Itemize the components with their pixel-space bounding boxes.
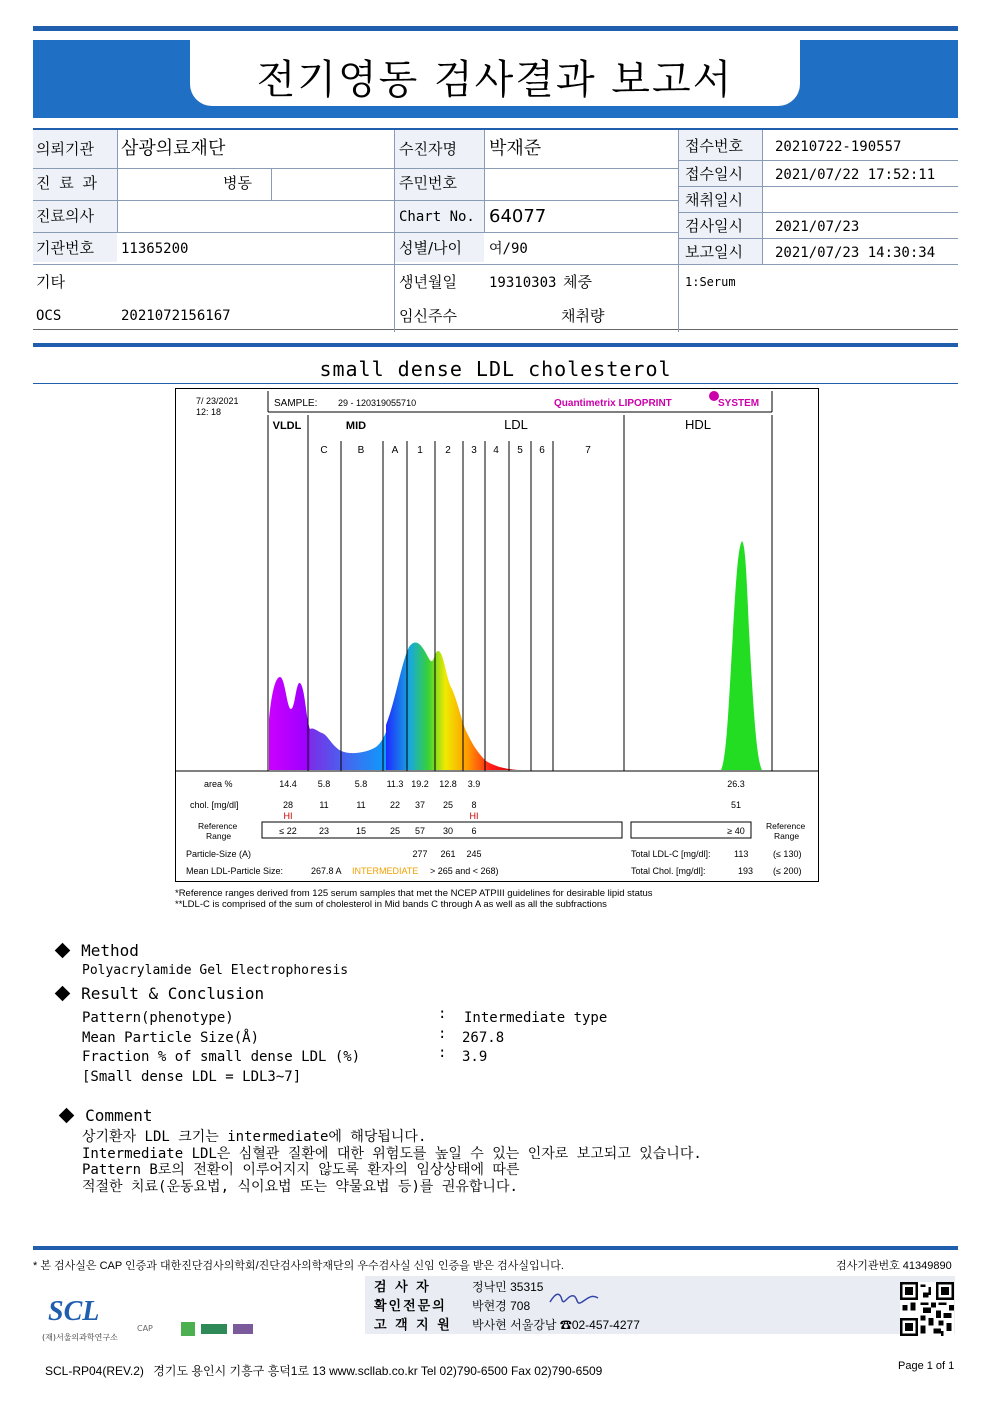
certification-logos <box>137 1322 257 1338</box>
mean-range: > 265 and < 268) <box>430 866 499 876</box>
comment-line-4: 적절한 치료(운동요법, 식이요법 또는 약물요법 등)를 권유합니다. <box>82 1179 518 1195</box>
comment-section <box>61 1106 153 1125</box>
comment-line-1: 상기환자 LDL 크기는 intermediate에 해당됩니다. <box>82 1129 427 1145</box>
area-values <box>279 779 745 789</box>
chol-value-6: 8 <box>471 800 477 810</box>
etc-label: 기타 <box>36 273 65 291</box>
ocs-label: OCS <box>36 308 62 324</box>
result-key-3: Fraction % of small dense LDL (%) <box>82 1049 361 1065</box>
region-hdl: HDL <box>684 417 712 432</box>
comment-line-3: Pattern B로의 전환이 이루어지지 않도록 환자의 임상상태에 따른 <box>82 1162 520 1178</box>
weight-label: 체중 <box>563 273 592 291</box>
specimen-value: 1:Serum <box>685 275 736 289</box>
ref-value-5: 30 <box>442 826 454 836</box>
patient-info-table <box>33 128 958 330</box>
comment-line-2: Intermediate LDL은 심혈관 질환에 대한 위험도를 높일 수 있는 인자로 보고되고 있습니다. <box>82 1146 702 1162</box>
band-7: 7 <box>585 445 591 456</box>
chol-value-2: 11 <box>356 800 366 810</box>
form-code-text: SCL-RP04(REV.2) <box>45 1364 144 1378</box>
area-value-7: 26.3 <box>727 779 745 789</box>
band-c: C <box>320 445 328 456</box>
receipt-dt-value: 2021/07/22 17:52:11 <box>775 167 936 183</box>
total-ldl-value: 113 <box>734 849 749 859</box>
chol-values <box>283 800 741 810</box>
patient-value: 박재준 <box>489 138 542 159</box>
collect-label: 채취일시 <box>685 191 743 209</box>
band-2: 2 <box>445 445 451 456</box>
form-code <box>45 1362 602 1379</box>
sex-age-value: 여/90 <box>489 241 528 257</box>
method-text: Polyacrylamide Gel Electrophoresis <box>82 963 349 978</box>
bullet-diamond-icon <box>55 986 71 1002</box>
chart-time: 12: 18 <box>196 407 222 417</box>
vldl-peak <box>269 677 310 770</box>
chol-value-0: 28 <box>282 800 294 810</box>
particle-values <box>412 849 481 859</box>
tester-value: 정낙민 35315 <box>472 1280 544 1294</box>
region-vldl: VLDL <box>272 420 302 432</box>
preg-label: 임신주수 <box>399 307 457 325</box>
total-chol-ref: (≤ 200) <box>773 866 802 876</box>
method-section <box>57 941 139 960</box>
page-number: Page 1 of 1 <box>898 1360 955 1372</box>
area-row-label: area % <box>204 779 233 789</box>
hi-flag-vldl: HI <box>283 811 293 821</box>
receipt-no-value: 20210722-190557 <box>775 139 902 155</box>
result-key-1: Pattern(phenotype) <box>82 1010 234 1026</box>
mid-peak <box>310 711 394 770</box>
scl-logo: SCL <box>48 1296 100 1327</box>
confirm-value: 박현경 708 <box>472 1299 531 1313</box>
band-b: B <box>357 445 365 456</box>
ref-value-3: 25 <box>389 826 401 836</box>
band-dividers <box>268 415 772 771</box>
report-dt-value: 2021/07/23 14:30:34 <box>775 245 936 261</box>
chol-value-5: 25 <box>442 800 454 810</box>
particle-value-2: 245 <box>466 849 482 859</box>
address-text: 경기도 용인시 기흥구 흥덕1로 13 www.scllab.co.kr Tel 02)790-6500 Fax 02)790-6509 <box>153 1364 603 1378</box>
comment-heading: Comment <box>85 1106 153 1125</box>
birth-value: 19310303 <box>489 275 557 291</box>
institution-label: 의뢰기관 <box>36 140 94 158</box>
chol-value-3: 22 <box>389 800 401 810</box>
signature-block-shade <box>365 1276 955 1334</box>
area-value-1: 5.8 <box>317 779 331 789</box>
region-mid: MID <box>345 420 367 432</box>
particle-value-1: 261 <box>440 849 456 859</box>
band-1: 1 <box>417 445 423 456</box>
chol-value-7: 51 <box>730 800 742 810</box>
qr-code-icon <box>900 1282 954 1336</box>
total-chol-label: Total Chol. [mg/dl]: <box>631 866 706 876</box>
lipoprint-chart <box>175 388 819 882</box>
area-value-5: 12.8 <box>439 779 457 789</box>
result-key-2: Mean Particle Size(Å) <box>82 1030 260 1046</box>
ref-values <box>279 826 476 836</box>
ref-right-1: Reference <box>766 821 806 831</box>
inst-no-label: 기관번호 <box>36 239 94 257</box>
particle-label: Particle-Size (A) <box>186 849 252 859</box>
area-value-3: 11.3 <box>386 779 404 789</box>
hdl-peak <box>721 541 762 770</box>
note-1: *Reference ranges derived from 125 serum samples that met the NCEP ATPIII guidelines for desirable lipid status <box>175 888 653 899</box>
dept-value: 병동 <box>223 174 252 192</box>
region-ldl: LDL <box>504 417 528 432</box>
band-5: 5 <box>517 445 523 456</box>
ldl-peak <box>386 642 518 770</box>
bullet-diamond-icon <box>55 943 71 959</box>
result-colon-1: : <box>438 1006 447 1022</box>
area-value-2: 5.8 <box>354 779 368 789</box>
brand-suffix: SYSTEM <box>718 398 760 409</box>
chol-value-1: 11 <box>319 800 329 810</box>
chart-date: 7/ 23/2021 <box>196 396 239 406</box>
lipoprint-svg <box>176 389 818 881</box>
result-note: [Small dense LDL = LDL3~7] <box>82 1069 302 1085</box>
chart-notes <box>175 888 653 910</box>
dept-label: 진 료 과 <box>36 174 100 192</box>
area-value-0: 14.4 <box>279 779 297 789</box>
sample-label: SAMPLE: <box>274 398 318 409</box>
amount-label: 채취량 <box>561 307 605 325</box>
report-title: 전기영동 검사결과 보고서 <box>256 57 734 103</box>
band-a: A <box>391 445 399 456</box>
band-4: 4 <box>493 445 499 456</box>
cert-statement: * 본 검사실은 CAP 인증과 대한진단검사의학회/진단검사의학재단의 우수검사실 신임 인증을 받은 검사실입니다. <box>33 1260 564 1272</box>
brand-name: Quantimetrix LIPOPRINT <box>554 398 672 409</box>
ocs-value: 2021072156167 <box>121 308 231 324</box>
receipt-dt-label: 접수일시 <box>685 165 743 183</box>
sex-age-label: 성별/나이 <box>399 239 463 257</box>
ref-label-2: Range <box>206 831 232 841</box>
receipt-no-label: 접수번호 <box>685 137 743 155</box>
eqa-logo-icon <box>201 1324 227 1334</box>
support-label: 고 객 지 원 <box>374 1318 452 1333</box>
bullet-diamond-icon <box>59 1108 75 1124</box>
test-dt-value: 2021/07/23 <box>775 219 860 235</box>
section-title-rule <box>33 383 958 384</box>
ref-hdl: ≥ 40 <box>727 826 745 836</box>
ref-right-2: Range <box>774 831 800 841</box>
band-3: 3 <box>471 445 477 456</box>
test-dt-label: 검사일시 <box>685 217 743 235</box>
kslm-logo-icon <box>181 1322 195 1336</box>
ref-value-4: 57 <box>414 826 426 836</box>
ref-value-1: 23 <box>318 826 330 836</box>
method-heading: Method <box>81 941 139 960</box>
report-dt-label: 보고일시 <box>685 243 743 261</box>
band-6: 6 <box>539 445 545 456</box>
note-2: **LDL-C is comprised of the sum of cholesterol in Mid bands C through A as well as all the subfractions <box>175 899 607 910</box>
result-heading: Result & Conclusion <box>81 984 265 1003</box>
ref-label-1: Reference <box>198 821 238 831</box>
chart-no-value: 64077 <box>489 206 547 227</box>
chol-value-4: 37 <box>414 800 426 810</box>
ref-value-6: 6 <box>471 826 477 836</box>
sample-value: 29 - 120319055710 <box>338 398 417 408</box>
cap-logo: CAP <box>137 1324 153 1333</box>
chol-row-label: chol. [mg/dl] <box>190 800 239 810</box>
result-value-1: Intermediate type <box>464 1010 608 1026</box>
hi-flag-ldl3: HI <box>469 811 479 821</box>
section-title: small dense LDL cholesterol <box>319 357 672 381</box>
scl-logo-sub: (재)서울의과학연구소 <box>42 1333 118 1342</box>
mean-value: 267.8 A <box>311 866 342 876</box>
footer-rule <box>33 1246 958 1250</box>
mean-pattern: INTERMEDIATE <box>352 866 419 876</box>
birth-label: 생년월일 <box>399 273 457 291</box>
ref-value-0: ≤ 22 <box>279 826 297 836</box>
signature-image <box>548 1288 600 1310</box>
tester-label: 검 사 자 <box>374 1280 431 1295</box>
result-value-3: 3.9 <box>462 1049 488 1065</box>
inst-no-value: 11365200 <box>121 241 189 257</box>
total-chol-value: 193 <box>738 866 754 876</box>
doctor-label: 진료의사 <box>36 207 94 225</box>
ref-value-2: 15 <box>355 826 367 836</box>
chart-no-label: Chart No. <box>399 209 475 225</box>
result-value-2: 267.8 <box>462 1030 505 1046</box>
result-colon-3: : <box>438 1045 447 1061</box>
confirm-label: 확인전문의 <box>374 1299 447 1314</box>
patient-label: 수진자명 <box>399 140 457 158</box>
org-number: 검사기관번호 41349890 <box>836 1260 952 1272</box>
support-value: 박사현 서울강남 ☎02-457-4277 <box>472 1318 640 1332</box>
institution-value: 삼광의료재단 <box>121 138 226 159</box>
particle-value-0: 277 <box>412 849 428 859</box>
result-section <box>57 984 264 1003</box>
result-colon-2: : <box>438 1026 447 1042</box>
total-ldl-ref: (≤ 130) <box>773 849 802 859</box>
arab-logo-icon <box>233 1324 253 1334</box>
section-separator <box>33 343 958 347</box>
area-value-4: 19.2 <box>411 779 429 789</box>
area-value-6: 3.9 <box>467 779 481 789</box>
total-ldl-label: Total LDL-C [mg/dl]: <box>631 849 711 859</box>
banner-top-rule <box>33 26 958 31</box>
mean-label: Mean LDL-Particle Size: <box>186 866 284 876</box>
rrn-label: 주민번호 <box>399 174 457 192</box>
